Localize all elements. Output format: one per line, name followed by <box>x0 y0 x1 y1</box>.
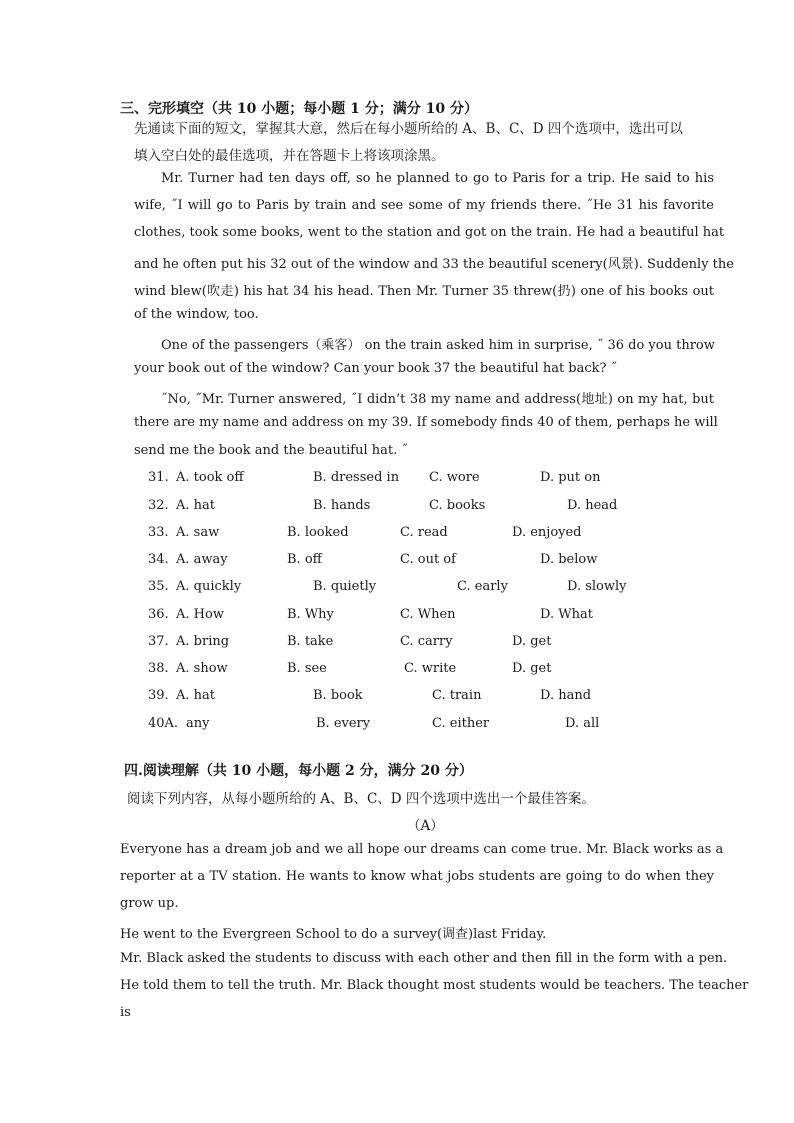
passage-line: reporter at a TV station. He wants to know what jobs students are going to do when they <box>120 869 714 884</box>
section3-title: 三、完形填空（共 10 小题；每小题 1 分；满分 10 分） <box>120 101 478 117</box>
option-b: B. quietly <box>313 579 377 594</box>
question-number: 35. <box>148 579 169 594</box>
option-d: D. all <box>565 716 600 731</box>
option-a: A. saw <box>176 525 220 540</box>
section4-title: 四.阅读理解（共 10 小题，每小题 2 分，满分 20 分） <box>124 763 473 779</box>
question-number: 37. <box>148 634 169 649</box>
option-a: A. took off <box>176 470 244 485</box>
passage-line: Mr. Black asked the students to discuss with each other and then fill in the form with a pen. <box>120 951 728 966</box>
option-b: B. looked <box>287 525 349 540</box>
option-a: A. How <box>176 607 224 622</box>
option-c: C. either <box>432 716 490 731</box>
passage-line: ˝No, ˝Mr. Turner answered, ˝I didn’t 38 my name and address(地址) on my hat, but <box>161 392 714 407</box>
option-d: D. below <box>540 552 598 567</box>
option-a: A. quickly <box>176 579 242 594</box>
option-b: B. book <box>313 688 363 703</box>
option-a: A. show <box>176 661 228 676</box>
option-c: C. books <box>429 498 486 513</box>
section3-instruction-line2: 填入空白处的最佳选项，并在答题卡上将该项涂黑。 <box>134 148 445 164</box>
option-d: D. get <box>512 634 552 649</box>
question-number: 33. <box>148 525 169 540</box>
option-a: A. hat <box>176 498 215 513</box>
option-b: B. see <box>287 661 327 676</box>
section3-instruction-line1: 先通读下面的短文，掌握其大意，然后在每小题所给的 A、B、C、D 四个选项中，选出可以 <box>134 121 683 137</box>
passage-line: of the window, too. <box>134 307 259 322</box>
option-a: A. away <box>176 552 228 567</box>
option-d: D. What <box>540 607 593 622</box>
option-a: A. hat <box>176 688 215 703</box>
option-b: B. every <box>316 716 371 731</box>
option-c: C. wore <box>429 470 480 485</box>
passage-line: One of the passengers（乘客） on the train asked him in surprise, ˝ 36 do you throw <box>161 338 715 353</box>
option-a: any <box>186 716 210 731</box>
option-b: B. take <box>287 634 334 649</box>
question-number: 39. <box>148 688 169 703</box>
option-c: C. write <box>404 661 457 676</box>
option-c: C. out of <box>400 552 456 567</box>
option-b: B. off <box>287 552 322 567</box>
option-b: B. dressed in <box>313 470 400 485</box>
passage-line: clothes, took some books, went to the station and got on the train. He had a beautiful hat <box>134 225 725 240</box>
passage-line: send me the book and the beautiful hat. ˝ <box>134 443 408 458</box>
option-b: B. hands <box>313 498 371 513</box>
option-c: C. read <box>400 525 448 540</box>
passage-line: wife, ˝I will go to Paris by train and see some of my friends there. ˝He 31 his favorite <box>134 198 714 213</box>
passage-line: is <box>120 1005 131 1020</box>
option-c: C. train <box>432 688 482 703</box>
part-label: （A） <box>407 818 444 834</box>
option-d: D. slowly <box>567 579 627 594</box>
passage-line: grow up. <box>120 896 179 911</box>
passage-line: and he often put his 32 out of the window and 33 the beautiful scenery(风景). Suddenly the <box>134 257 734 272</box>
option-c: C. carry <box>400 634 453 649</box>
option-c: C. When <box>400 607 456 622</box>
passage-line: there are my name and address on my 39. If somebody finds 40 of them, perhaps he will <box>134 415 718 430</box>
question-number: 40A. <box>148 716 179 731</box>
option-d: D. head <box>567 498 618 513</box>
question-number: 36. <box>148 607 169 622</box>
passage-line: Mr. Turner had ten days off, so he planned to go to Paris for a trip. He said to his <box>161 171 714 186</box>
question-number: 31. <box>148 470 169 485</box>
question-number: 38. <box>148 661 169 676</box>
passage-line: wind blew(吹走) his hat 34 his head. Then Mr. Turner 35 threw(扔) one of his books out <box>134 284 714 299</box>
section4-instruction: 阅读下列内容，从每小题所给的 A、B、C、D 四个选项中选出一个最佳答案。 <box>127 791 595 807</box>
option-d: D. hand <box>540 688 592 703</box>
option-d: D. get <box>512 661 552 676</box>
passage-line: He told them to tell the truth. Mr. Black thought most students would be teachers. The teacher <box>120 978 749 993</box>
option-b: B. Why <box>287 607 334 622</box>
question-number: 34. <box>148 552 169 567</box>
option-a: A. bring <box>176 634 230 649</box>
passage-line: He went to the Evergreen School to do a survey(调查)last Friday. <box>120 927 547 942</box>
option-d: D. put on <box>540 470 601 485</box>
option-c: C. early <box>457 579 508 594</box>
passage-line: Everyone has a dream job and we all hope our dreams can come true. Mr. Black works as a <box>120 842 724 857</box>
question-number: 32. <box>148 498 169 513</box>
option-d: D. enjoyed <box>512 525 582 540</box>
passage-line: your book out of the window? Can your book 37 the beautiful hat back? ˝ <box>134 361 618 376</box>
